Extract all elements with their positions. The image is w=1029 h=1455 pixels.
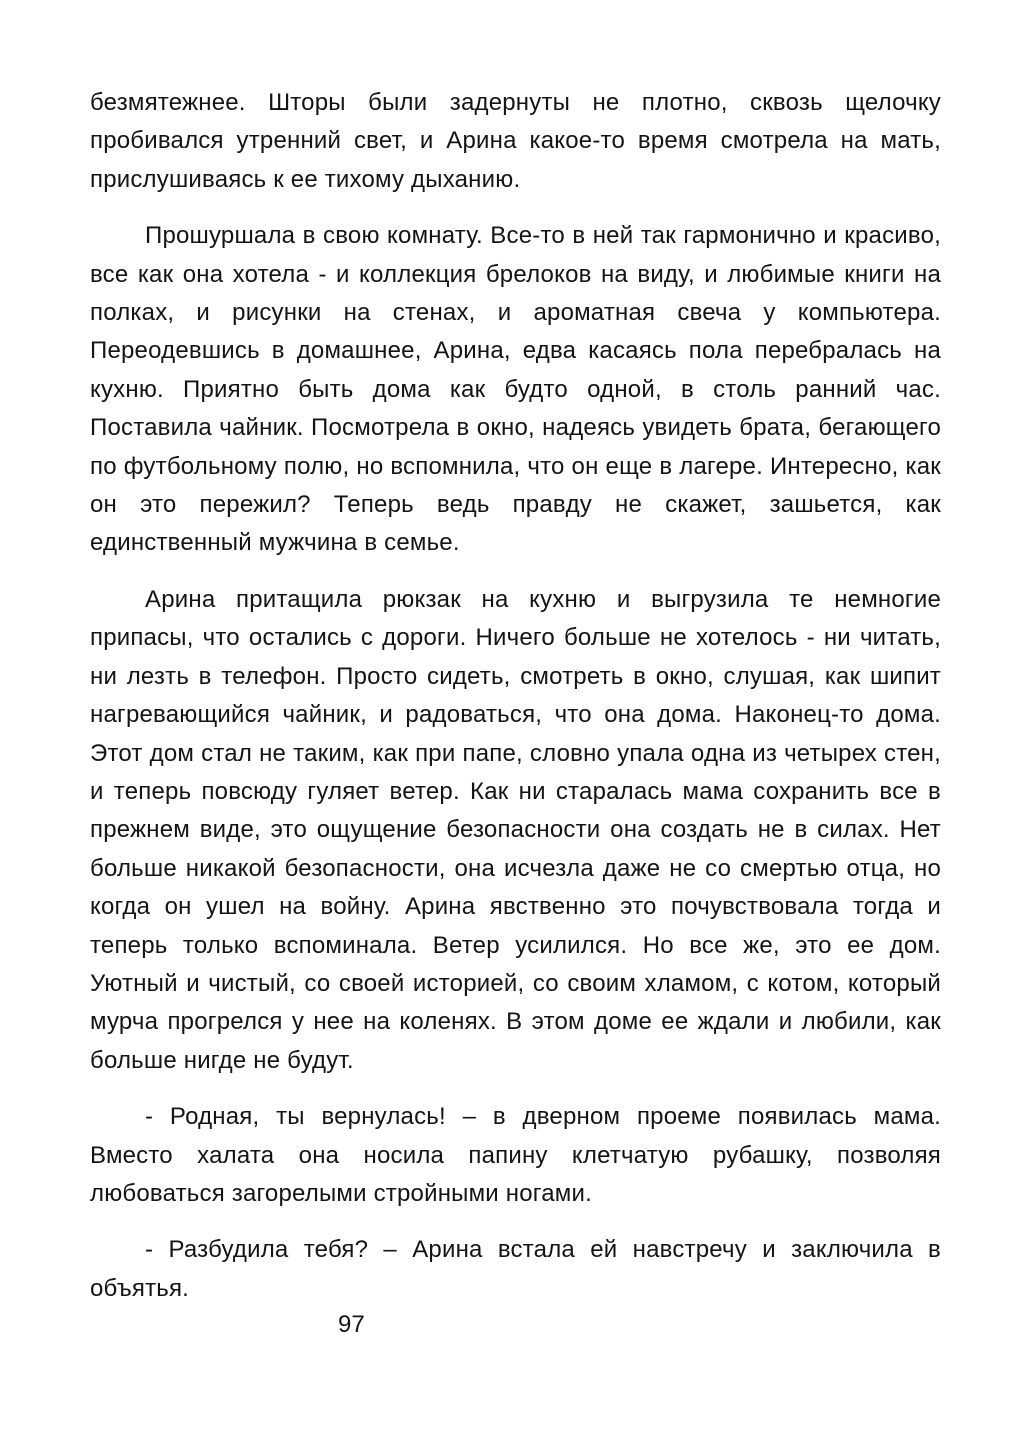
paragraph: Прошуршала в свою комнату. Все-то в ней так гармонично и красиво, все как она хотела - и коллекция брелоков на виду, и любимые книги на полках, и рисунки на стенах, и ароматная свеча у компьютера. Переодевшись в домашнее, Арина, едва касаясь пола перебралась на кухню. Приятно быть дома как будто одной, в столь ранний час. Поставила чайник. Посмотрела в окно, надеясь увидеть брата, бегающего по футбольному полю, но вспомнила, что он еще в лагере. Интересно, как он это пережил? Теперь ведь правду не скажет, зашьется, как единственный мужчина в семье. <box>90 222 941 557</box>
page-text-block <box>90 84 941 1326</box>
page-number: 97 <box>338 1311 365 1338</box>
paragraph-continuation: безмятежнее. Шторы были задернуты не плотно, сквозь щелочку пробивался утренний свет, и Арина какое-то время смотрела на мать, прислушиваясь к ее тихому дыханию. <box>90 89 941 193</box>
paragraph-dialogue: - Родная, ты вернулась! – в дверном проеме появилась мама. Вместо халата она носила папину клетчатую рубашку, позволяя любоваться загорелыми стройными ногами. <box>90 1103 941 1207</box>
paragraph: Арина притащила рюкзак на кухню и выгрузила те немногие припасы, что остались с дороги. Ничего больше не хотелось - ни читать, ни лезть в телефон. Просто сидеть, смотреть в окно, слушая, как шипит нагревающийся чайник, и радоваться, что она дома. Наконец-то дома. Этот дом стал не таким, как при папе, словно упала одна из четырех стен, и теперь повсюду гуляет ветер. Как ни старалась мама сохранить все в прежнем виде, это ощущение безопасности она создать не в силах. Нет больше никакой безопасности, она исчезла даже не со смертью отца, но когда он ушел на войну. Арина явственно это почувствовала тогда и теперь только вспоминала. Ветер усилился. Но все же, это ее дом. Уютный и чистый, со своей историей, со своим хламом, с котом, который мурча прогрелся у нее на коленях. В этом доме ее ждали и любили, как больше нигде не будут. <box>90 585 941 1074</box>
paragraph-dialogue: - Разбудила тебя? – Арина встала ей навстречу и заключила в объятья. <box>90 1236 941 1302</box>
